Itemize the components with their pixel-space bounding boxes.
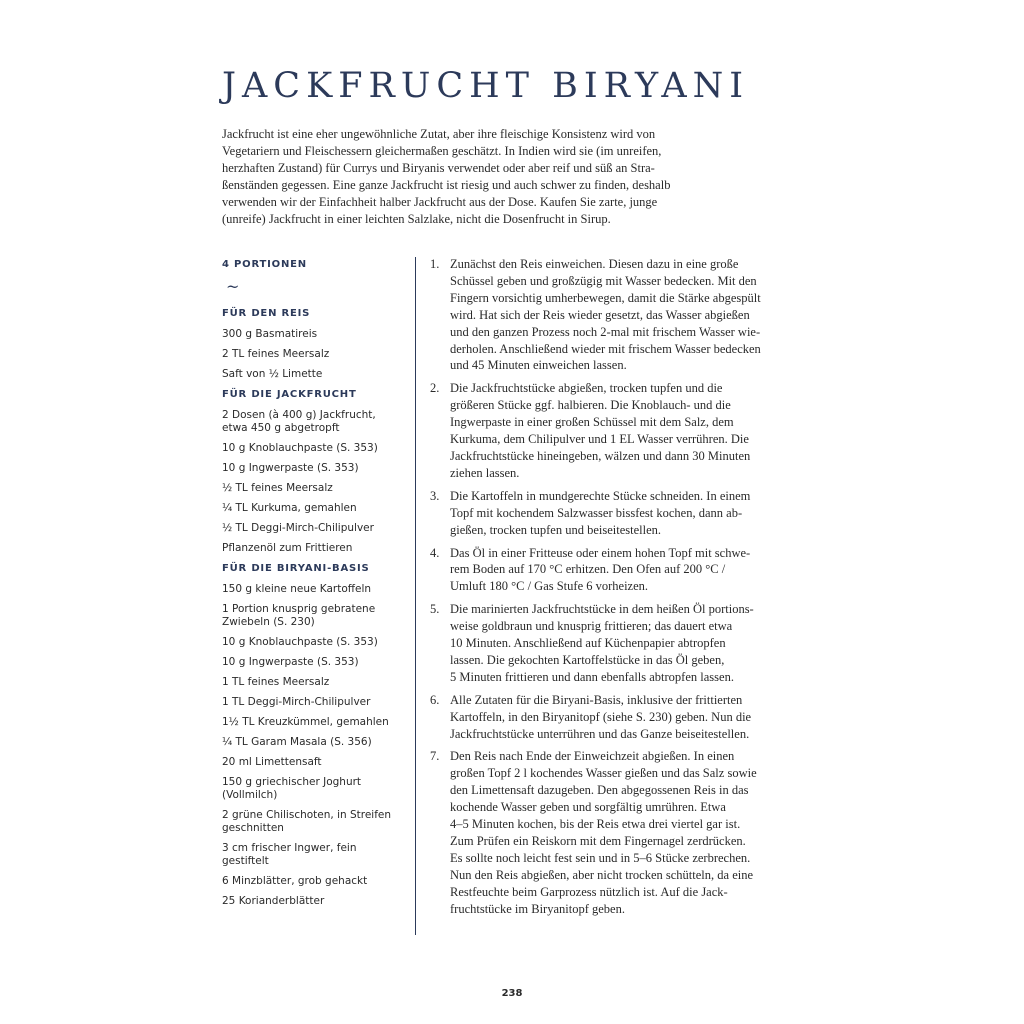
ingredient-line: 1 TL Deggi-Mirch-Chilipulver — [222, 696, 371, 708]
ingredient-item — [222, 842, 412, 868]
step-line: Das Öl in einer Fritteuse oder einem hohen Topf mit schwe- — [450, 545, 751, 560]
step-line: lassen. Die gekochten Kartoffelstücke in das Öl geben, — [450, 652, 725, 667]
step-line: Den Reis nach Ende der Einweichzeit abgießen. In einen — [450, 749, 735, 764]
method-step — [430, 380, 770, 481]
ingredient-item — [222, 482, 412, 495]
ingredient-line: gestiftelt — [222, 855, 269, 867]
ingredient-line: 10 g Ingwerpaste (S. 353) — [222, 656, 359, 668]
ingredient-item — [222, 368, 412, 381]
ingredient-line: 3 cm frischer Ingwer, fein — [222, 842, 357, 854]
intro-line: Vegetariern und Fleischessern gleichermaßen geschätzt. In Indien wird sie (im unreifen, — [222, 143, 662, 158]
step-line: Fingern vorsichtig umherbewegen, damit die Stärke abgespült — [450, 290, 761, 305]
ingredient-line: 6 Minzblätter, grob gehackt — [222, 875, 368, 887]
step-line: 4–5 Minuten kochen, bis der Reis etwa drei viertel gar ist. — [450, 817, 741, 832]
ingredient-line: 2 grüne Chilischoten, in Streifen — [222, 809, 392, 821]
ingredients-column — [222, 258, 412, 915]
ingredient-line: ¼ TL Kurkuma, gemahlen — [222, 502, 357, 514]
step-line: Schüssel geben und großzügig mit Wasser bedecken. Mit den — [450, 273, 757, 288]
column-divider — [415, 257, 416, 935]
section-heading: FÜR DEN REIS — [222, 308, 311, 319]
step-text — [450, 488, 750, 539]
ingredient-line: 1½ TL Kreuzkümmel, gemahlen — [222, 716, 389, 728]
step-line: und den ganzen Prozess noch 2-mal mit frischem Wasser wie- — [450, 324, 761, 339]
step-line: rem Boden auf 170 °C erhitzen. Den Ofen auf 200 °C / — [450, 562, 726, 577]
step-line: Die Kartoffeln in mundgerechte Stücke schneiden. In einem — [450, 488, 751, 503]
method-step — [430, 488, 770, 539]
step-text — [450, 601, 754, 686]
step-text — [450, 692, 751, 743]
ingredient-line: geschnitten — [222, 822, 284, 834]
step-line: gießen, trocken tupfen und beiseitestellen. — [450, 522, 662, 537]
method-step — [430, 545, 770, 596]
recipe-title: JACKFRUCHT BIRYANI — [222, 66, 750, 106]
ingredient-item — [222, 716, 412, 729]
method-step — [430, 692, 770, 743]
ingredient-item — [222, 522, 412, 535]
step-number: 1. — [430, 257, 440, 271]
step-line: und 45 Minuten einweichen lassen. — [450, 358, 627, 373]
ingredient-line: 1 Portion knusprig gebratene — [222, 603, 376, 615]
step-line: Jackfruchtstücke unterrühren und das Ganze beiseitestellen. — [450, 726, 750, 741]
ingredient-item — [222, 348, 412, 361]
step-line: Nun den Reis abgießen, aber nicht trocken schütteln, da eine — [450, 867, 754, 882]
method-steps — [430, 256, 770, 924]
step-text — [450, 748, 757, 917]
ingredient-sections — [222, 307, 412, 908]
ingredient-item — [222, 776, 412, 802]
step-line: Ingwerpaste in einer großen Schüssel mit dem Salz, dem — [450, 415, 734, 430]
ingredient-item — [222, 875, 412, 888]
step-number: 4. — [430, 545, 440, 560]
ingredient-item — [222, 583, 412, 596]
step-text — [450, 545, 750, 596]
step-line: den Limettensaft dazugeben. Den abgegossenen Reis in das — [450, 783, 749, 798]
section-heading: FÜR DIE JACKFRUCHT — [222, 389, 357, 400]
intro-line: verwenden wir der Einfachheit halber Jackfrucht aus der Dose. Kaufen Sie zarte, junge — [222, 194, 658, 209]
step-line: Alle Zutaten für die Biryani-Basis, inklusive der frittierten — [450, 692, 743, 707]
step-text — [450, 380, 750, 481]
method-step — [430, 256, 770, 374]
ingredient-item — [222, 603, 412, 629]
ingredient-item — [222, 676, 412, 689]
ingredient-line: 20 ml Limettensaft — [222, 756, 322, 768]
ingredient-line: 10 g Ingwerpaste (S. 353) — [222, 462, 359, 474]
ingredient-line: 2 TL feines Meersalz — [222, 348, 330, 360]
ingredient-item — [222, 502, 412, 515]
intro-line: ßenständen gegessen. Eine ganze Jackfrucht ist riesig und auch schwer zu finden, deshalb — [222, 177, 671, 192]
intro-line: herzhaften Zustand) für Currys und Biryanis verwendet oder aber reif und süß an Stra- — [222, 160, 655, 175]
intro-paragraph — [222, 126, 702, 227]
step-line: Kartoffeln, in den Biryanitopf (siehe S. 230) geben. Nun die — [450, 709, 752, 724]
step-line: 5 Minuten frittieren und dann ebenfalls abtropfen lassen. — [450, 669, 734, 684]
step-line: 10 Minuten. Anschließend auf Küchenpapier abtropfen — [450, 636, 726, 651]
step-number: 7. — [430, 749, 440, 764]
ingredient-line: 150 g kleine neue Kartoffeln — [222, 583, 372, 595]
step-line: Kurkuma, dem Chilipulver und 1 EL Wasser verrühren. Die — [450, 432, 749, 447]
step-line: ziehen lassen. — [450, 465, 520, 480]
step-number: 6. — [430, 692, 440, 707]
ingredient-line: 300 g Basmatireis — [222, 328, 318, 340]
portions-label: 4 PORTIONEN — [222, 259, 307, 270]
step-line: Restfeuchte beim Garprozess nützlich ist. Auf die Jack- — [450, 884, 728, 899]
step-line: Es sollte noch leicht fest sein und in 5–6 Stücke zerbrechen. — [450, 850, 751, 865]
ingredient-line: Zwiebeln (S. 230) — [222, 616, 315, 628]
step-line: größeren Stücke ggf. halbieren. Die Knoblauch- und die — [450, 398, 731, 413]
page-number: 238 — [501, 988, 523, 999]
ingredient-item — [222, 328, 412, 341]
ingredient-line: 2 Dosen (à 400 g) Jackfrucht, — [222, 409, 376, 421]
step-line: wird. Hat sich der Reis wieder gesetzt, das Wasser abgießen — [450, 307, 750, 322]
step-line: Zunächst den Reis einweichen. Diesen dazu in eine große — [450, 257, 739, 271]
step-text — [450, 256, 761, 374]
ingredient-line: 10 g Knoblauchpaste (S. 353) — [222, 636, 378, 648]
ingredient-item — [222, 736, 412, 749]
step-line: Topf mit kochendem Salzwasser bissfest kochen, dann ab- — [450, 505, 743, 520]
step-number: 5. — [430, 602, 440, 617]
ingredient-line: etwa 450 g abgetropft — [222, 422, 340, 434]
section-heading: FÜR DIE BIRYANI-BASIS — [222, 563, 370, 574]
tilde-ornament: ~ — [226, 277, 240, 296]
intro-line: (unreife) Jackfrucht in einer leichten Salzlake, nicht die Dosenfrucht in Sirup. — [222, 211, 611, 226]
ingredient-item — [222, 409, 412, 435]
step-line: derholen. Anschließend wieder mit frischem Wasser bedecken — [450, 341, 761, 356]
ingredient-item — [222, 542, 412, 555]
step-line: Die marinierten Jackfruchtstücke in dem heißen Öl portions- — [450, 602, 754, 617]
ingredient-line: ¼ TL Garam Masala (S. 356) — [222, 736, 372, 748]
step-line: Zum Prüfen ein Reiskorn mit dem Fingernagel zerdrücken. — [450, 834, 746, 848]
ingredient-item — [222, 809, 412, 835]
step-line: kochende Wasser geben und sorgfältig umrühren. Etwa — [450, 800, 726, 815]
step-line: Umluft 180 °C / Gas Stufe 6 vorheizen. — [450, 579, 649, 594]
ingredient-item — [222, 756, 412, 769]
ingredient-line: (Vollmilch) — [222, 789, 278, 801]
ingredient-item — [222, 696, 412, 709]
step-line: Jackfruchtstücke hineingeben, wälzen und dann 30 Minuten — [450, 448, 751, 463]
ingredient-item — [222, 895, 412, 908]
method-step — [430, 601, 770, 686]
ingredient-line: 1 TL feines Meersalz — [222, 676, 330, 688]
step-line: fruchtstücke im Biryanitopf geben. — [450, 901, 625, 916]
ingredient-line: 25 Korianderblätter — [222, 895, 325, 907]
ingredient-line: 10 g Knoblauchpaste (S. 353) — [222, 442, 378, 454]
method-step — [430, 748, 770, 917]
ingredient-item — [222, 462, 412, 475]
ingredient-item — [222, 656, 412, 669]
ingredient-item — [222, 442, 412, 455]
ingredient-line: Saft von ½ Limette — [222, 368, 323, 380]
step-line: weise goldbraun und knusprig frittieren; das dauert etwa — [450, 619, 733, 634]
intro-line: Jackfrucht ist eine eher ungewöhnliche Zutat, aber ihre fleischige Konsistenz wird von — [222, 127, 656, 141]
ingredient-line: ½ TL Deggi-Mirch-Chilipulver — [222, 522, 374, 534]
ingredient-item — [222, 636, 412, 649]
ingredient-line: Pflanzenöl zum Frittieren — [222, 542, 353, 554]
step-number: 2. — [430, 381, 440, 396]
step-line: großen Topf 2 l kochendes Wasser gießen und das Salz sowie — [450, 766, 757, 781]
step-line: Die Jackfruchtstücke abgießen, trocken tupfen und die — [450, 381, 723, 396]
ingredient-line: ½ TL feines Meersalz — [222, 482, 333, 494]
step-number: 3. — [430, 488, 440, 503]
ingredient-line: 150 g griechischer Joghurt — [222, 776, 362, 788]
